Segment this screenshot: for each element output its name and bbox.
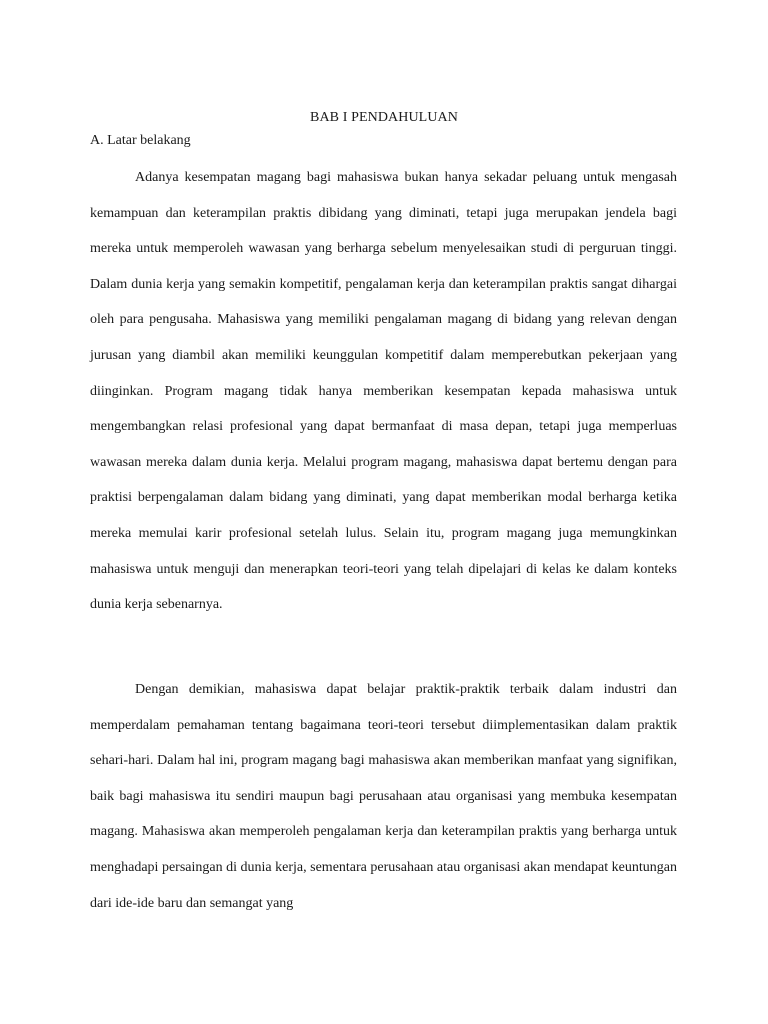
section-heading: A. Latar belakang (90, 133, 191, 148)
document-title: BAB I PENDAHULUAN (310, 110, 458, 125)
paragraph-1: Adanya kesempatan magang bagi mahasiswa bukan hanya sekadar peluang untuk mengasah kemampuan dan keterampilan praktis dibidang yang diminati, tetapi juga merupakan jendela bagi mereka untuk memperoleh wawasan yang berharga sebelum menyelesaikan studi di perguruan tinggi. Dalam dunia kerja yang semakin kompetitif, pengalaman kerja dan keterampilan praktis sangat dihargai oleh para pengusaha. Mahasiswa yang memiliki pengalaman magang di bidang yang relevan dengan jurusan yang diambil akan memiliki keunggulan kompetitif dalam memperebutkan pekerjaan yang diinginkan. Program magang tidak hanya memberikan kesempatan kepada mahasiswa untuk mengembangkan relasi profesional yang dapat bermanfaat di masa depan, tetapi juga memperluas wawasan mereka dalam dunia kerja. Melalui program magang, mahasiswa dapat bertemu dengan para praktisi berpengalaman dalam bidang yang diminati, yang dapat memberikan modal berharga ketika mereka memulai karir profesional setelah lulus. Selain itu, program magang juga memungkinkan mahasiswa untuk menguji dan menerapkan teori-teori yang telah dipelajari di kelas ke dalam konteks dunia kerja sebenarnya. (90, 170, 677, 613)
paragraph-2: Dengan demikian, mahasiswa dapat belajar praktik-praktik terbaik dalam industri dan memperdalam pemahaman tentang bagaimana teori-teori tersebut diimplementasikan dalam praktik sehari-hari. Dalam hal ini, program magang bagi mahasiswa akan memberikan manfaat yang signifikan, baik bagi mahasiswa itu sendiri maupun bagi perusahaan atau organisasi yang membuka kesempatan magang. Mahasiswa akan memperoleh pengalaman kerja dan keterampilan praktis yang berharga untuk menghadapi persaingan di dunia kerja, sementara perusahaan atau organisasi akan mendapat keuntungan dari ide-ide baru dan semangat yang (90, 682, 677, 911)
